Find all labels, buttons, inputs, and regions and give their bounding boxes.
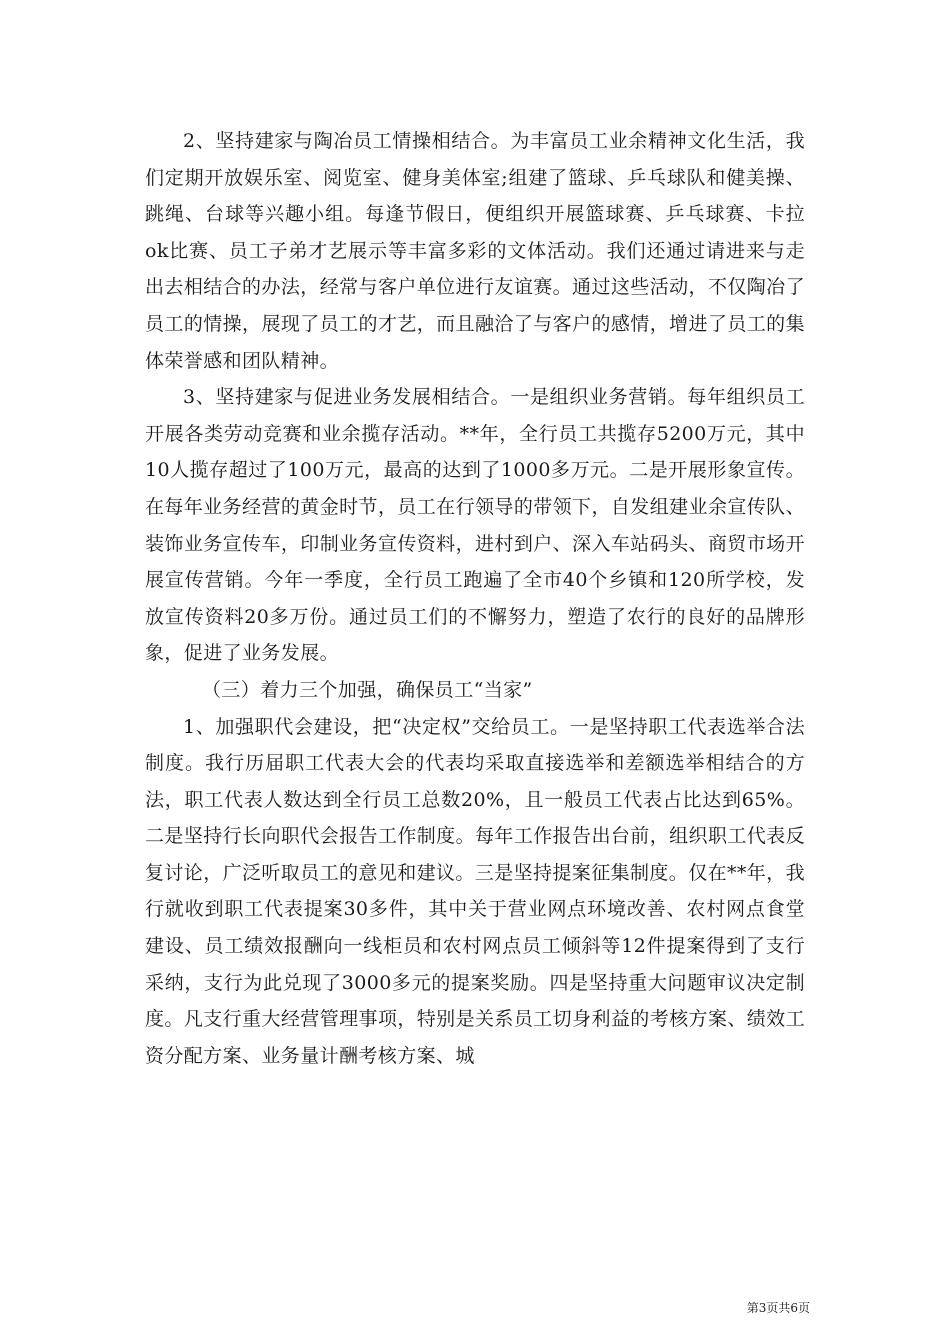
page-number-footer: 第3页共6页 bbox=[746, 1301, 810, 1315]
section-heading: （三）着力三个加强，确保员工“当家” bbox=[202, 678, 533, 701]
paragraph-staff-culture: 2、坚持建家与陶冶员工情操相结合。为丰富员工业余精神文化生活，我们定期开放娱乐室、阅览室、健身美体室;组建了篮球、乒乓球队和健美操、跳绳、台球等兴趣小组。每逢节假日，便组织开展篮球赛、乒乓球赛、卡拉ok比赛、员工子弟才艺展示等丰富多彩的文体活动。我们还通过请进来与走出去相结合的办法，经常与客户单位进行友谊赛。通过这些活动，不仅陶冶了员工的情操，展现了员工的才艺，而且融洽了与客户的感情，增进了员工的集体荣誉感和团队精神。 bbox=[145, 130, 805, 372]
paragraph-business-development: 3、坚持建家与促进业务发展相结合。一是组织业务营销。每年组织员工开展各类劳动竞赛和业余揽存活动。**年，全行员工共揽存5200万元，其中10人揽存超过了100万元，最高的达到了1000多万元。二是开展形象宣传。在每年业务经营的黄金时节，员工在行领导的带领下，自发组建业余宣传队、装饰业务宣传车，印制业务宣传资料，进村到户、深入车站码头、商贸市场开展宣传营销。今年一季度，全行员工跑遍了全市40个乡镇和120所学校，发放宣传资料20多万份。通过员工们的不懈努力，塑造了农行的良好的品牌形象，促进了业务发展。 bbox=[145, 386, 805, 665]
document-body bbox=[145, 123, 805, 1074]
paragraph-workers-congress: 1、加强职代会建设，把“决定权”交给员工。一是坚持职工代表选举合法制度。我行历届职工代表大会的代表均采取直接选举和差额选举相结合的方法，职工代表人数达到全行员工总数20%，且一般员工代表占比达到65%。二是坚持行长向职代会报告工作制度。每年工作报告出台前，组织职工代表反复讨论，广泛听取员工的意见和建议。三是坚持提案征集制度。仅在**年，我行就收到职工代表提案30多件，其中关于营业网点环境改善、农村网点食堂建设、员工绩效报酬向一线柜员和农村网点员工倾斜等12件提案得到了支行采纳，支行为此兑现了3000多元的提案奖励。四是坚持重大问题审议决定制度。凡支行重大经营管理事项，特别是关系员工切身利益的考核方案、绩效工资分配方案、业务量计酬考核方案、城 bbox=[145, 715, 806, 1067]
